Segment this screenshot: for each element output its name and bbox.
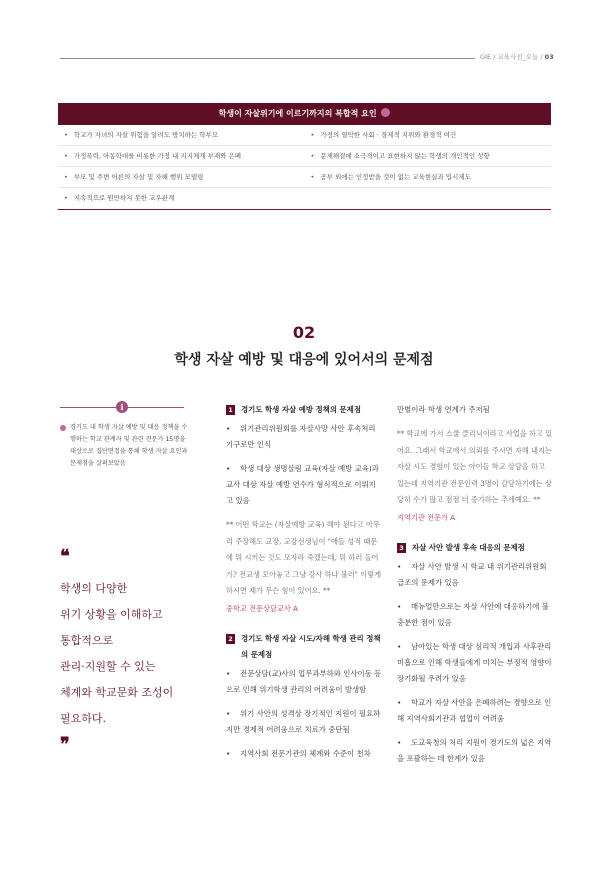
bullet-text: 매뉴얼만으로는 자살 사안에 대응하기에 불충분한 점이 있음 xyxy=(397,601,549,627)
continued-text: 만별이라 학생 연계가 주저됨 xyxy=(397,405,490,414)
bullet-item: • 학교가 자살 사안을 은폐하려는 경향으로 인해 지역사회기관과 협업이 어려움 xyxy=(397,697,552,723)
sidebar-note xyxy=(60,422,188,470)
bullet-dot-icon xyxy=(60,425,66,431)
bullet-item: • 학생 대상 생명살림 교육(자살 예방 교육)과 교사 대상 자살 예방 연수가 형식적으로 이뤄지고 있음 xyxy=(226,464,379,505)
factor-grid xyxy=(58,125,551,210)
quote-line: 필요하다. xyxy=(60,712,107,725)
bullet-item: • 자살 사안 발생 시 학교 내 위기관리위원회 급조의 문제가 있음 xyxy=(397,561,547,587)
pull-quote xyxy=(60,576,200,732)
running-header xyxy=(480,52,554,61)
bullet-text: 학교가 자살 사안을 은폐하려는 경향으로 인해 지역사회기관과 협업이 어려움 xyxy=(397,697,552,723)
subsection-title: 경기도 학생 자살 예방 정책의 문제점 xyxy=(241,405,361,414)
header-rule xyxy=(60,58,475,59)
bullet-text: 전문상담(교)사의 업무과부하와 인사이동 등으로 인해 위기학생 관리의 어려움이 발생함 xyxy=(226,668,382,694)
bullet-item: • 위기 사안의 성격상 장기적인 지원이 필요하지만 경제적 어려움으로 치료가 중단됨 xyxy=(226,708,381,734)
section-title: 학생 자살 예방 및 대응에 있어서의 문제점 xyxy=(174,352,434,368)
header-text: GIE / 교육사전_오늘 / xyxy=(480,53,545,61)
factor-title-text: 학생이 자살위기에 이르기까지의 복합적 요인 xyxy=(218,109,377,118)
interview-source: 지역기관 전문가 A xyxy=(397,512,456,522)
info-icon: i xyxy=(116,401,128,413)
quote-line: 관리·지원할 수 있는 xyxy=(60,660,156,673)
bullet-text: 위기 사안의 성격상 장기적인 지원이 필요하지만 경제적 어려움으로 치료가 중단됨 xyxy=(226,708,381,734)
bullet-item: • 도교육청의 처리 지원이 경기도의 넓은 지역을 포괄하는 데 한계가 있음 xyxy=(397,737,552,763)
factor-item: • 공부 외에는 인정받을 것이 없는 교육현실과 입시제도 xyxy=(305,167,552,188)
subsection-heading xyxy=(226,402,382,418)
bullet-text: 위기관리위원회를 자살사망 사안 후속처리 기구로만 인식 xyxy=(226,424,376,449)
subsection-number: 3 xyxy=(397,543,406,553)
factor-item: • 학교가 자녀의 자살 위험을 알려도 방치하는 학부모 xyxy=(58,125,305,146)
bullet-item: • 전문상담(교)사의 업무과부하와 인사이동 등으로 인해 위기학생 관리의 어려움이 발생함 xyxy=(226,668,382,694)
subsection-number: 1 xyxy=(226,405,235,415)
body-column-2 xyxy=(397,402,554,775)
bullet-text: 도교육청의 처리 지원이 경기도의 넓은 지역을 포괄하는 데 한계가 있음 xyxy=(397,737,552,763)
quote-close-icon: ❞ xyxy=(60,734,68,755)
factor-item: • 가정의 열악한 사회 · 경제적 지위와 환경적 여건 xyxy=(305,125,552,146)
circle-icon xyxy=(381,108,390,117)
factor-item: • 가정폭력, 아동학대를 비롯한 가정 내 지지체계 부재와 은폐 xyxy=(58,146,305,167)
bullet-item: • 매뉴얼만으로는 자살 사안에 대응하기에 불충분한 점이 있음 xyxy=(397,601,549,627)
factor-item: • 지속적으로 원만하지 못한 교우관계 xyxy=(58,188,305,209)
factor-table-title xyxy=(58,103,551,125)
bullet-item: • 남아있는 학생 대상 심리적 개입과 사후관리 미흡으로 인해 학생들에게 미치는 부정적 영향이 장기화될 우려가 있음 xyxy=(397,641,552,683)
interview-quote: ** 어떤 학교는 (자살예방 교육) 해야 된다고 아무리 주장해도 교장, 교감선생님이 "애들 성적 때문에 뭐 시키는 것도 모자라 죽겠는데, 뭐 하러 들어가? 전교생 모아놓고 그냥 강사 하나 불러" 이렇게 하시면 제가 무슨 힘이 있어요. ** xyxy=(226,520,382,595)
sidebar-note-text: 경기도 내 학생 자살 예방 및 대응 정책을 수행하는 학교 관계자 및 관련 전문가 15명을 대상으로 집단면접을 통해 학생 자살 요인과 문제점을 살펴보았음 xyxy=(70,424,188,467)
bullet-item: • 지역사회 전문기관의 체계와 수준이 천차 xyxy=(226,748,371,758)
bullet-text: 학생 대상 생명살림 교육(자살 예방 교육)과 교사 대상 자살 예방 연수가 형식적으로 이뤄지고 있음 xyxy=(226,464,379,505)
subsection-heading xyxy=(397,540,554,556)
interview-quote: ** 학교에 가서 스쿨 클리닉이라고 사업을 하고 있어요. 그래서 학교에서 의뢰를 주시면 자해 내지는 자살 시도 경험이 있는 아이들 학교 상담을 하고 있는데 지역기관 전문인력 3명이 감당하기에는 상당히 수가 많고 점점 더 증가하는 추세예요. ** xyxy=(397,429,553,504)
interview-source: 중학교 전문상담교사 A xyxy=(226,603,298,613)
body-column-1 xyxy=(226,402,382,770)
quote-line: 통합적으로 xyxy=(60,634,114,647)
factor-item: • 문제해결에 소극적이고 표현하지 않는 학생의 개인적인 성향 xyxy=(305,146,552,167)
quote-open-icon: ❝ xyxy=(60,546,68,567)
factor-table xyxy=(58,103,551,210)
subsection-number: 2 xyxy=(226,634,235,644)
factor-empty-cell xyxy=(305,188,552,209)
factor-item: • 부모 및 주변 어른의 자살 및 자해 행위 모델링 xyxy=(58,167,305,188)
quote-line: 위기 상황을 이해하고 xyxy=(60,608,163,621)
subsection-title: 경기도 학생 자살 시도/자해 학생 관리 정책의 문제점 xyxy=(241,633,381,659)
bullet-item: • 위기관리위원회를 자살사망 사안 후속처리 기구로만 인식 xyxy=(226,424,376,449)
bullet-text: 남아있는 학생 대상 심리적 개입과 사후관리 미흡으로 인해 학생들에게 미치는 부정적 영향이 장기화될 우려가 있음 xyxy=(397,641,552,683)
page-number: 03 xyxy=(544,53,554,61)
subsection-title: 자살 사안 발생 후속 대응의 문제점 xyxy=(412,542,525,552)
quote-line: 체계와 학교문화 조성이 xyxy=(60,686,174,699)
bullet-text: 지역사회 전문기관의 체계와 수준이 천차 xyxy=(240,748,371,758)
subsection-heading xyxy=(226,631,382,663)
section-number: 02 xyxy=(292,323,316,342)
quote-line: 학생의 다양한 xyxy=(60,582,128,595)
bullet-text: 자살 사안 발생 시 학교 내 위기관리위원회 급조의 문제가 있음 xyxy=(397,561,547,587)
